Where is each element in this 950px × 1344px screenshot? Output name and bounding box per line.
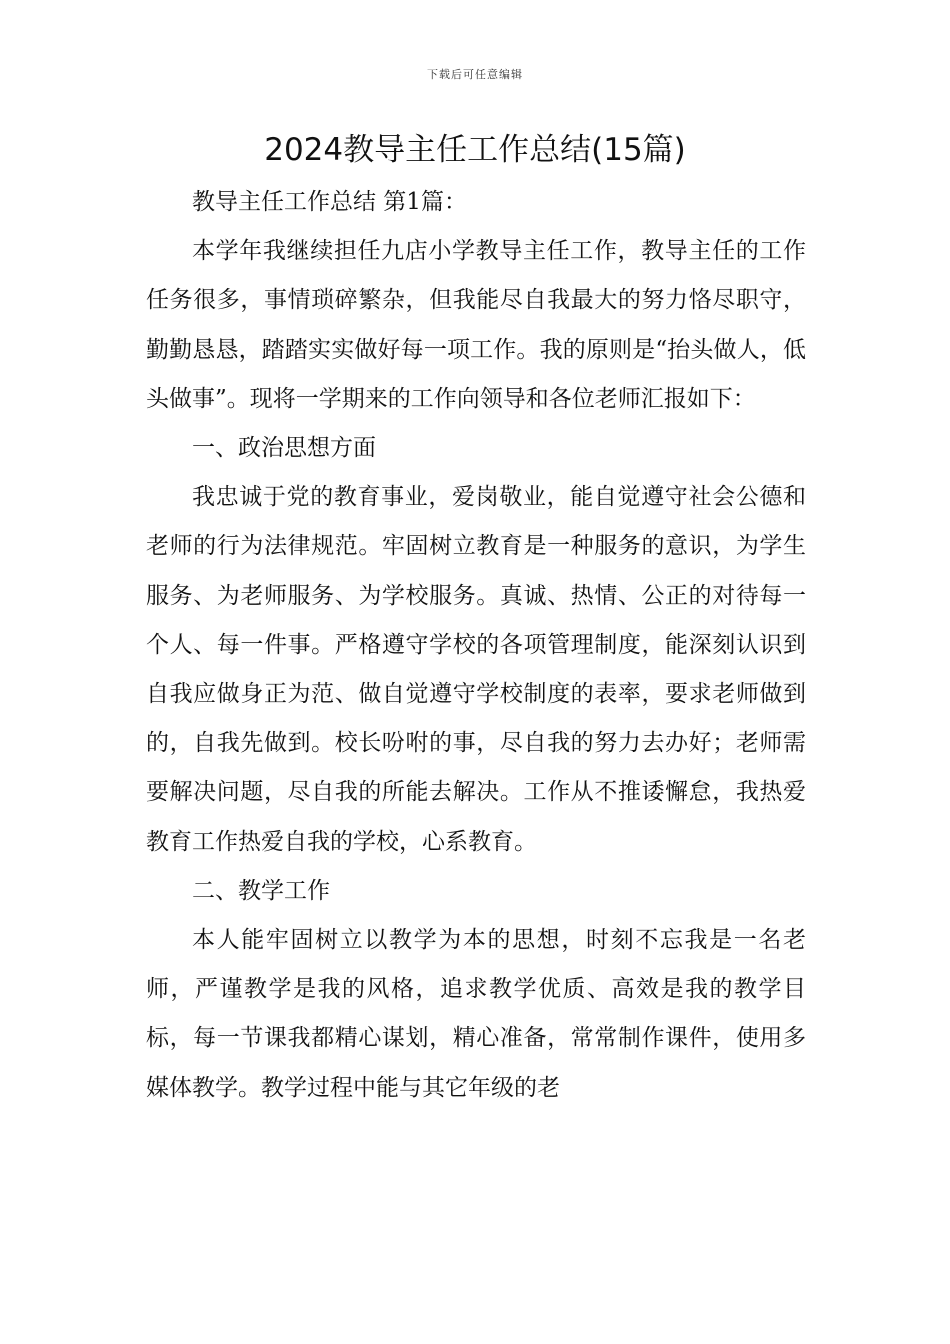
paragraph-teaching: 本人能牢固树立以教学为本的思想，时刻不忘我是一名老师，严谨教学是我的风格，追求教学优质、高效是我的教学目标，每一节课我都精心谋划，精心准备，常常制作课件，使用多媒体教学。教学过程中能与其它年级的老: [146, 927, 806, 1101]
section-heading-politics: 一、政治思想方面: [192, 435, 376, 462]
paragraph-politics: 我忠诚于党的教育事业，爱岗敬业，能自觉遵守社会公德和老师的行为法律规范。牢固树立教育是一种服务的意识，为学生服务、为老师服务、为学校服务。真诚、热情、公正的对待每一个人、每一件事。严格遵守学校的各项管理制度，能深刻认识到自我应做身正为范、做自觉遵守学校制度的表率，要求老师做到的，自我先做到。校长吩咐的事，尽自我的努力去办好；老师需要解决问题，尽自我的所能去解决。工作从不推诿懈怠，我热爱教育工作热爱自我的学校，心系教育。: [146, 484, 806, 855]
section-heading-teaching: 二、教学工作: [192, 877, 330, 904]
paragraph-intro: 本学年我继续担任九店小学教导主任工作，教导主任的工作任务很多，事情琐碎繁杂，但我能尽自我最大的努力恪尽职守，勤勤恳恳，踏踏实实做好每一项工作。我的原则是“抬头做人，低头做事”。现将一学期来的工作向领导和各位老师汇报如下：: [146, 238, 806, 412]
document-title: 2024教导主任工作总结(15篇): [264, 132, 686, 168]
header-note: 下载后可任意编辑: [427, 68, 523, 81]
article-title: 教导主任工作总结 第1篇：: [192, 189, 467, 215]
document-body: [146, 178, 806, 1113]
